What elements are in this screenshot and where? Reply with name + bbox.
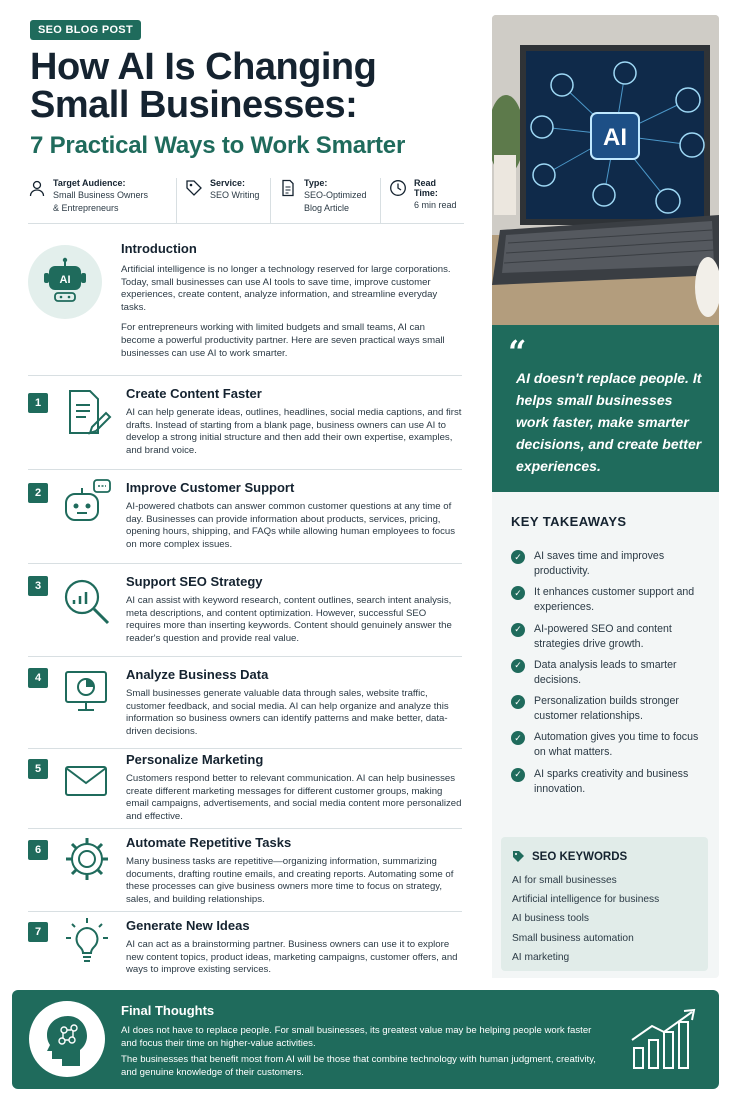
- check-icon: ✓: [511, 623, 525, 637]
- final-thoughts-paragraph: The businesses that benefit most from AI will be those that combine technology with human judgment, creativity, and genuine knowledge of their customers.: [121, 1054, 596, 1078]
- takeaway-item: [511, 658, 711, 688]
- check-icon: ✓: [511, 550, 525, 564]
- takeaway-item: [511, 730, 711, 760]
- seo-keywords-title-row: [512, 850, 697, 863]
- keyword-item: Small business automation: [512, 932, 634, 944]
- quote-text: AI doesn't replace people. It helps small businesses work faster, make smarter decisions, and create better experiences.: [516, 370, 702, 474]
- seo-keywords-box: [501, 837, 708, 971]
- step-item: [28, 748, 462, 828]
- step-item: [28, 656, 462, 748]
- keyword-item: AI business tools: [512, 913, 590, 925]
- step-title: Support SEO Strategy: [126, 574, 263, 589]
- step-title: Personalize Marketing: [126, 752, 264, 767]
- meta-read-time: [380, 178, 464, 223]
- monitor-pie-chart-icon: [62, 666, 112, 716]
- check-icon: ✓: [511, 731, 525, 745]
- gear-icon: [62, 834, 112, 884]
- meta-label: Read Time:: [414, 178, 438, 198]
- step-number: 3: [28, 576, 48, 596]
- step-item: [28, 375, 462, 469]
- robot-ai-icon: [28, 245, 102, 319]
- check-icon: ✓: [511, 659, 525, 673]
- seo-keywords-title: SEO KEYWORDS: [532, 850, 628, 863]
- page-subtitle: 7 Practical Ways to Work Smarter: [30, 132, 406, 159]
- introduction-title: Introduction: [121, 241, 197, 256]
- step-number: 5: [28, 759, 48, 779]
- pull-quote: [492, 325, 719, 492]
- tag-icon: [512, 850, 525, 863]
- step-text: AI can help generate ideas, outlines, headlines, social media captions, and first drafts. Instead of starting from a blank page, business owners can use AI to develop a strong initial structure and then add their own expertise, examples, and brand voice.: [126, 407, 462, 456]
- step-number: 6: [28, 840, 48, 860]
- lightbulb-icon: [62, 916, 112, 966]
- meta-bar: [28, 178, 464, 224]
- growth-chart-icon: [630, 1006, 700, 1072]
- quote-mark-icon: “: [508, 333, 527, 371]
- key-takeaways-title: KEY TAKEAWAYS: [511, 514, 627, 529]
- takeaway-text: AI sparks creativity and business innovation.: [534, 767, 689, 795]
- takeaway-text: Personalization builds stronger customer relationships.: [534, 695, 679, 723]
- keyword-item: AI for small businesses: [512, 875, 617, 886]
- final-thoughts-banner: [12, 990, 719, 1089]
- final-thoughts-paragraph: AI does not have to replace people. For small businesses, its greatest value may be helping people work faster and focus their time on higher-value activities.: [121, 1025, 592, 1049]
- clock-icon: [389, 179, 407, 197]
- meta-label: Type:: [304, 178, 328, 188]
- step-item: [28, 828, 462, 911]
- final-thoughts-title: Final Thoughts: [121, 1003, 215, 1018]
- step-item: [28, 563, 462, 656]
- takeaways-list: [511, 549, 711, 805]
- step-title: Create Content Faster: [126, 386, 262, 401]
- chatbot-icon: [62, 478, 112, 528]
- hero-laptop-image: [492, 15, 719, 325]
- check-icon: ✓: [511, 768, 525, 782]
- meta-value: 6 min read: [414, 200, 457, 210]
- magnifier-chart-icon: [62, 577, 112, 627]
- step-number: 4: [28, 668, 48, 688]
- meta-label: Service:: [210, 178, 246, 188]
- document-icon: [279, 179, 297, 197]
- step-title: Analyze Business Data: [126, 667, 269, 682]
- meta-type: [270, 178, 380, 223]
- step-text: Small businesses generate valuable data through sales, website traffic, customer feedback, and social media. AI can help organize and analyze this information so business owners can identify patterns and make better, data-driven decisions.: [126, 688, 449, 737]
- step-text: AI can act as a brainstorming partner. Business owners can use it to explore new content topics, product ideas, marketing campaigns, customer offers, and ways to improve existing services.: [126, 939, 458, 976]
- tag-icon: [185, 179, 203, 197]
- hero-chip-label: AI: [603, 124, 627, 151]
- takeaway-text: Automation gives you time to focus on what matters.: [534, 731, 699, 759]
- step-text: Customers respond better to relevant communication. AI can help businesses create different marketing messages for different customer groups, making email campaigns, advertisements, and social media content more personalized and effective.: [126, 773, 462, 822]
- step-title: Automate Repetitive Tasks: [126, 835, 292, 850]
- step-title: Improve Customer Support: [126, 480, 295, 495]
- person-icon: [28, 179, 46, 197]
- keyword-item: AI marketing: [512, 951, 570, 963]
- takeaway-text: AI saves time and improves productivity.: [534, 550, 665, 577]
- brain-head-icon: [29, 1001, 105, 1077]
- document-pen-icon: [62, 387, 112, 437]
- step-number: 7: [28, 922, 48, 942]
- step-text: AI-powered chatbots can answer common customer questions at any time of day. Businesses can provide information about products, services, pricing, opening hours, shipping, and FAQs while allowing human employees to focus on more complex issues.: [126, 501, 456, 550]
- takeaway-item: [511, 767, 711, 797]
- introduction-section: [121, 241, 461, 360]
- step-item: [28, 911, 462, 983]
- envelope-icon: [62, 755, 112, 805]
- meta-service: [176, 178, 270, 223]
- takeaway-text: AI-powered SEO and content strategies drive growth.: [534, 622, 672, 650]
- meta-label: Target Audience:: [53, 178, 126, 188]
- intro-icon-label: AI: [59, 274, 71, 286]
- takeaway-item: [511, 694, 711, 724]
- key-takeaways-panel: [492, 492, 719, 978]
- takeaway-text: It enhances customer support and experiences.: [534, 586, 695, 614]
- meta-value: Small Business Owners & Entrepreneurs: [53, 190, 149, 213]
- takeaway-item: [511, 622, 711, 652]
- step-number: 2: [28, 483, 48, 503]
- takeaway-item: [511, 585, 711, 615]
- page-title: How AI Is Changing Small Businesses:: [30, 46, 377, 126]
- step-number: 1: [28, 393, 48, 413]
- keyword-item: Artificial intelligence for business: [512, 894, 660, 906]
- step-text: AI can assist with keyword research, content outlines, search intent analysis, meta descriptions, and content optimization. However, successful SEO requires more than inserting keywords. Content should genuinely answer the reader's question and provide real value.: [126, 595, 452, 644]
- step-item: [28, 469, 462, 563]
- step-text: Many business tasks are repetitive—organizing information, summarizing documents, drafting routine emails, and creating reports. Automating some of these processes can give business owners more time to focus on strategy, sales, and building relationships.: [126, 856, 454, 905]
- introduction-paragraph: Artificial intelligence is no longer a technology reserved for large corporations. Today, small businesses can use AI tools to save time, improve customer experiences, create content, analyze information, and streamline everyday tasks.: [121, 264, 451, 313]
- takeaway-item: [511, 549, 711, 579]
- takeaway-text: Data analysis leads to smarter decisions.: [534, 658, 677, 686]
- meta-value: SEO Writing: [210, 190, 260, 200]
- post-type-badge: SEO BLOG POST: [30, 20, 141, 40]
- check-icon: ✓: [511, 586, 525, 600]
- meta-target-audience: [28, 178, 176, 223]
- step-title: Generate New Ideas: [126, 918, 250, 933]
- check-icon: ✓: [511, 695, 525, 709]
- meta-value: SEO-Optimized Blog Article: [304, 190, 367, 213]
- introduction-paragraph: For entrepreneurs working with limited budgets and small teams, AI can become a powerful productivity partner. Here are seven practical ways small businesses can use AI to work smarter.: [121, 322, 445, 359]
